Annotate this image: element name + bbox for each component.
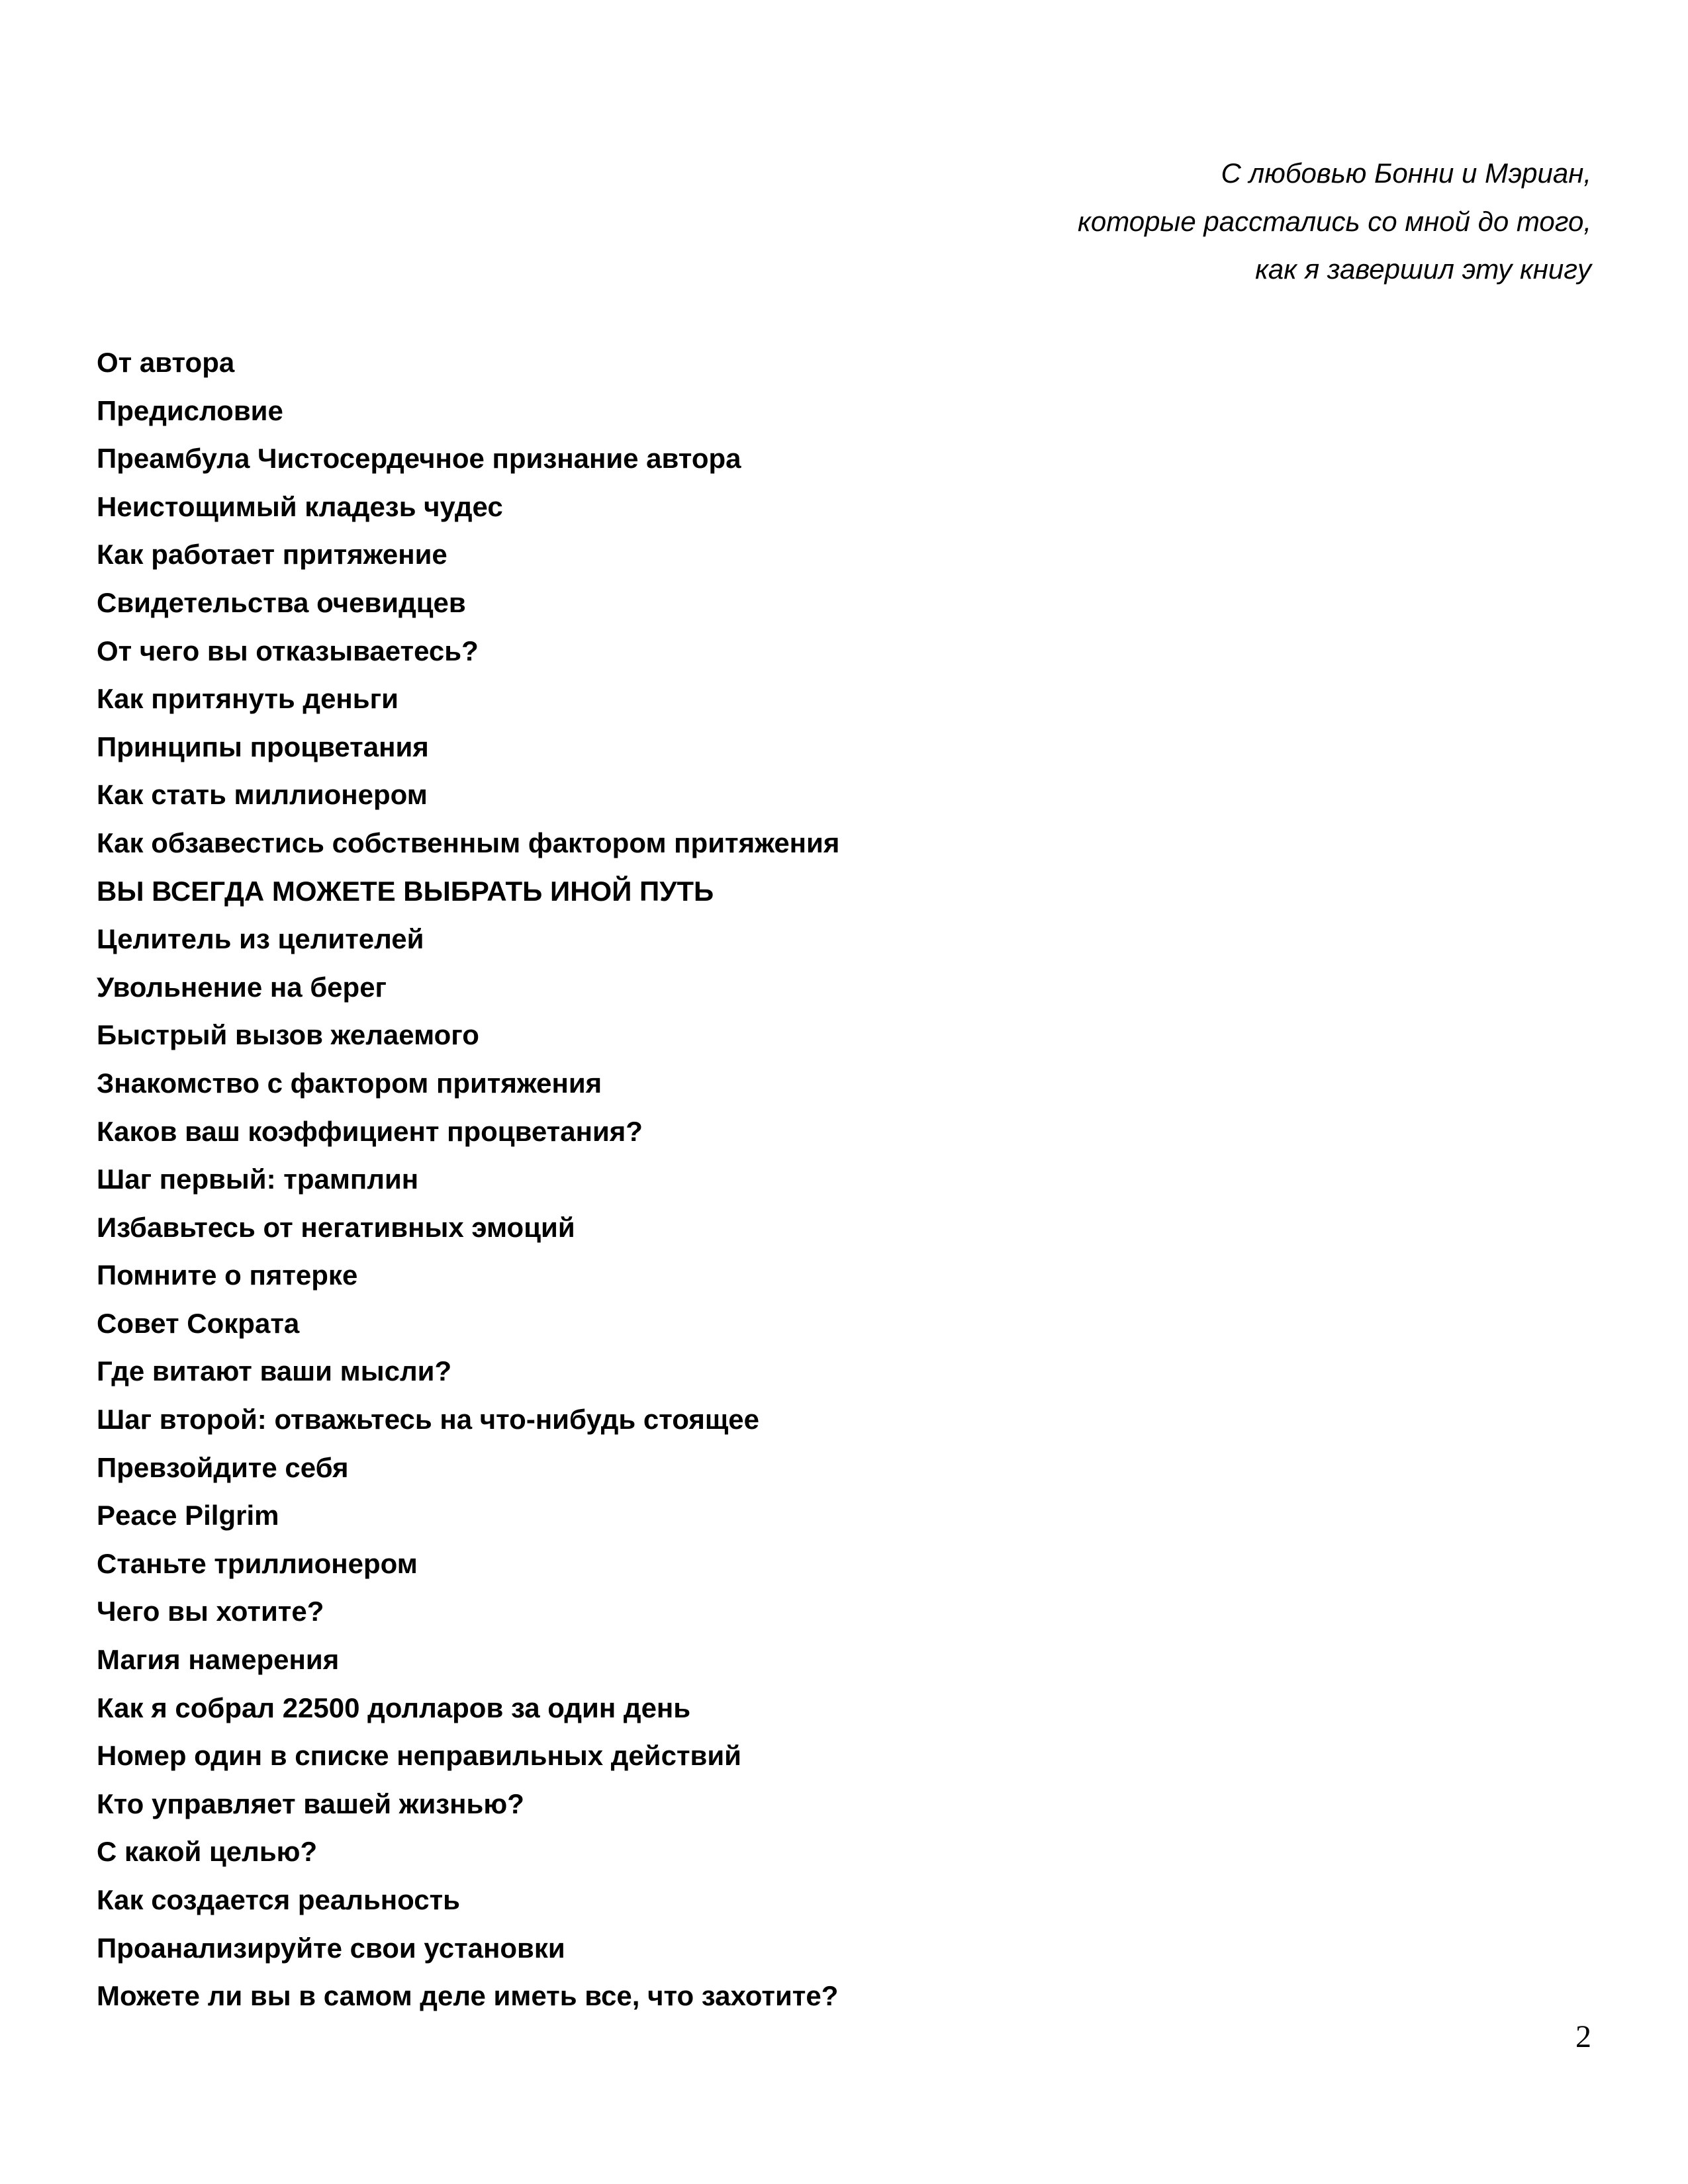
toc-item: Быстрый вызов желаемого: [97, 1019, 479, 1051]
toc-item: От автора: [97, 347, 235, 378]
toc-item: Номер один в списке неправильных действий: [97, 1740, 741, 1772]
toc-item: Где витают ваши мысли?: [97, 1355, 452, 1387]
toc-item: Кто управляет вашей жизнью?: [97, 1788, 524, 1819]
toc-item: Проанализируйте свои установки: [97, 1932, 565, 1964]
toc-item: Можете ли вы в самом деле иметь все, что захотите?: [97, 1980, 839, 2012]
table-of-contents: [97, 339, 839, 2021]
toc-item: Предисловие: [97, 394, 283, 426]
toc-item: Свидетельства очевидцев: [97, 586, 466, 618]
toc-item: Совет Сократа: [97, 1307, 300, 1339]
toc-item: Целитель из целителей: [97, 923, 424, 955]
toc-item: Преамбула Чистосердечное признание автора: [97, 443, 741, 475]
toc-item: Чего вы хотите?: [97, 1596, 324, 1627]
toc-item: Станьте триллионером: [97, 1547, 418, 1579]
toc-item: Как работает притяжение: [97, 539, 447, 570]
dedication-line: как я завершил эту книгу: [1255, 253, 1591, 285]
toc-item: Неистощимый кладезь чудес: [97, 490, 503, 522]
toc-item: Магия намерения: [97, 1644, 340, 1676]
toc-item: От чего вы отказываетесь?: [97, 635, 479, 666]
toc-item: Знакомство с фактором притяжения: [97, 1067, 602, 1099]
dedication: [1078, 150, 1591, 294]
toc-item: Как обзавестись собственным фактором притяжения: [97, 827, 840, 858]
toc-item: Избавьтесь от негативных эмоций: [97, 1211, 575, 1243]
toc-item: Помните о пятерке: [97, 1259, 358, 1291]
toc-item: Каков ваш коэффициент процветания?: [97, 1115, 643, 1147]
toc-item: С какой целью?: [97, 1836, 318, 1868]
toc-item: Как притянуть деньги: [97, 683, 399, 715]
toc-item: Превзойдите себя: [97, 1451, 349, 1483]
toc-item: ВЫ ВСЕГДА МОЖЕТЕ ВЫБРАТЬ ИНОЙ ПУТЬ: [97, 875, 714, 907]
toc-item: Шаг первый: трамплин: [97, 1163, 419, 1195]
toc-item: Увольнение на берег: [97, 971, 387, 1003]
toc-item: Как я собрал 22500 долларов за один день: [97, 1692, 691, 1723]
dedication-line: С любовью Бонни и Мэриан,: [1221, 158, 1591, 189]
page-number: 2: [1575, 2019, 1591, 2054]
toc-item: Peace Pilgrim: [97, 1500, 279, 1531]
toc-item: Принципы процветания: [97, 731, 429, 762]
toc-item: Как стать миллионером: [97, 779, 428, 811]
dedication-line: которые расстались со мной до того,: [1078, 205, 1591, 237]
toc-item: Шаг второй: отважьтесь на что-нибудь стоящее: [97, 1404, 759, 1435]
toc-item: Как создается реальность: [97, 1884, 460, 1915]
